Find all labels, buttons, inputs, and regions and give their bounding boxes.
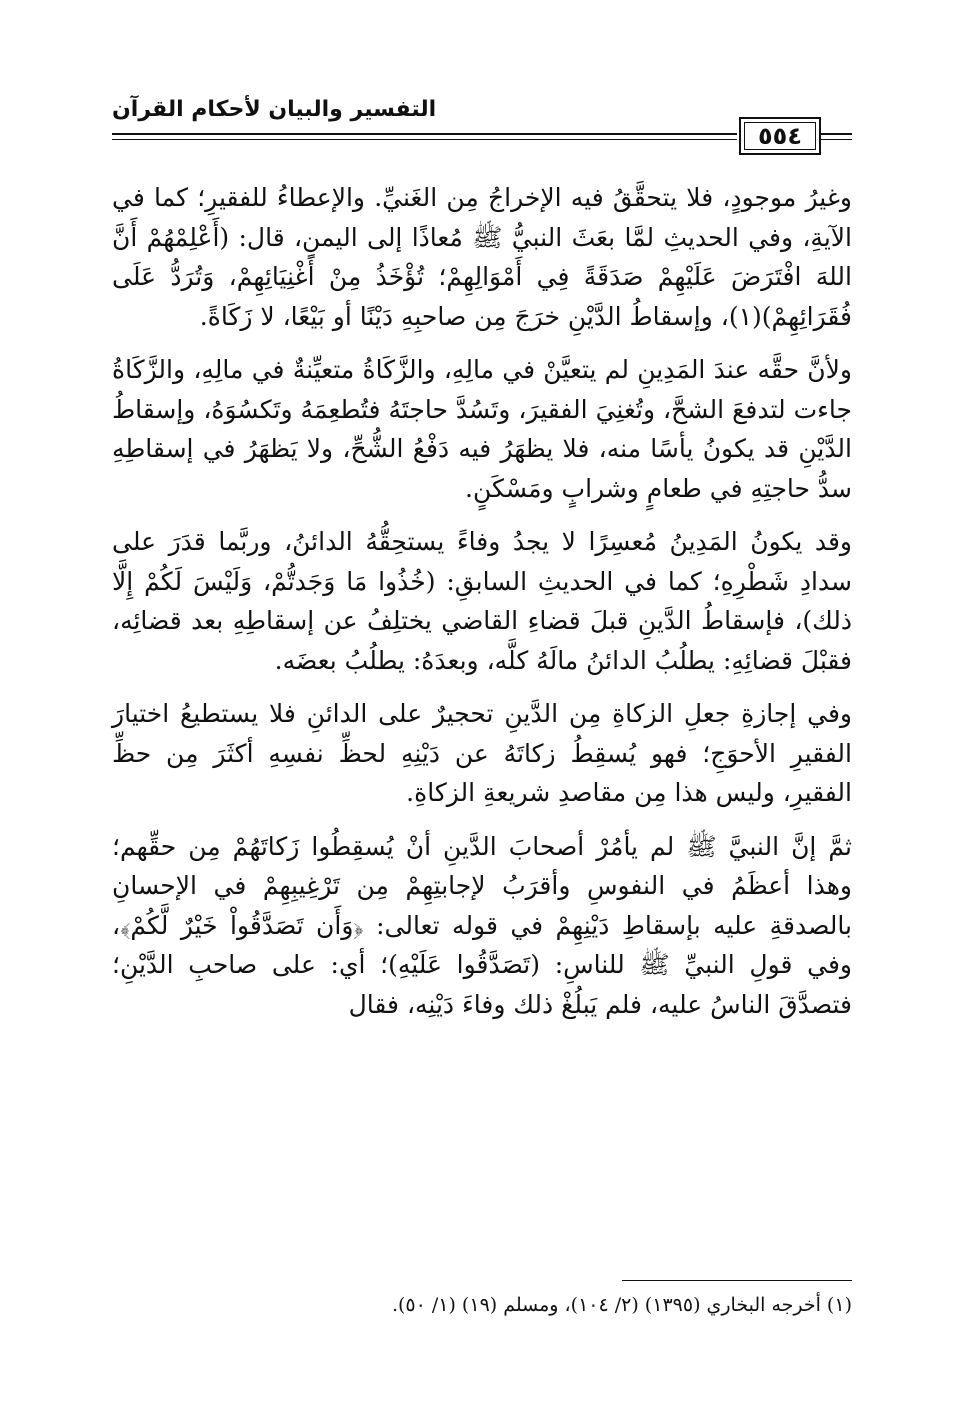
paragraph: وفي إجازةِ جعلِ الزكاةِ مِن الدَّينِ تحجيرٌ على الدائنِ فلا يستطيعُ اختيارَ الفقيرِ الأحوَجِ؛ فهو يُسقِطُ زكاتَهُ عن دَيْنِهِ لحظِّ نفسِهِ أكثَرَ مِن حظِّ الفقيرِ، وليس هذا مِن مقاصدِ شريعةِ الزكاةِ. — [112, 699, 852, 807]
running-title: التفسير والبيان لأحكام القرآن — [112, 97, 437, 122]
paragraph: ثمَّ إنَّ النبيَّ ﷺ لم يأمُرْ أصحابَ الدَّينِ أنْ يُسقِطُوا زَكاتَهُمْ مِن حقِّهم؛ وهذا أعظَمُ في النفوسِ وأقرَبُ لإجابتِهِمْ مِن تَرْغِيبِهِمْ في الإحسانِ بالصدقةِ عليه بإسقاطِ دَيْنِهِمْ في قوله تعالى: ﴿وَأَن تَصَدَّقُواْ خَيْرٌ لَّكُمْ﴾، وفي قولِ النبيِّ ﷺ للناسِ: (تَصَدَّقُوا عَلَيْهِ)؛ أي: على صاحبِ الدَّيْنِ؛ فتصدَّقَ الناسُ عليه، فلم يَبلُغْ ذلك وفاءَ دَيْنِه، فقال — [112, 831, 852, 1019]
page-number: ٥٥٤ — [739, 117, 821, 155]
header-rule-left — [112, 133, 737, 135]
main-text — [112, 178, 852, 1038]
footnote: (١) أخرجه البخاري (١٣٩٥) (٢/ ١٠٤)، ومسلم (١٩) (١/ ٥٠). — [391, 1294, 852, 1316]
page-header — [112, 95, 852, 165]
header-rule-left-thin — [112, 139, 737, 140]
header-rule-right-thin — [819, 139, 852, 140]
paragraph: وقد يكونُ المَدِينُ مُعسِرًا لا يجدُ وفاءً يستحِقُّهُ الدائنُ، وربَّما قدَرَ على سدادِ شَطْرِهِ؛ كما في الحديثِ السابقِ: (خُذُوا مَا وَجَدتُّمْ، وَلَيْسَ لَكُمْ إِلَّا ذلك)، فإسقاطُ الدَّينِ قبلَ قضاءِ القاضي يختلِفُ عن إسقاطِهِ بعد قضائِه، فقبْلَ قضائِهِ: يطلُبُ الدائنُ مالَهُ كلَّه، وبعدَهُ: يطلُبُ بعضَه. — [112, 527, 852, 675]
header-rule-right — [819, 133, 852, 135]
footnote-separator — [622, 1280, 852, 1281]
paragraph: ولأنَّ حقَّه عندَ المَدِينِ لم يتعيَّنْ في مالِهِ، والزَّكَاةُ متعيِّنةٌ في مالِهِ، والزَّكَاةُ جاءت لتدفعَ الشحَّ، وتُغنِيَ الفقيرَ، وتَسُدَّ حاجتَهُ فتُطعِمَهُ وتَكسُوَهُ، وإسقاطُ الدَّيْنِ قد يكونُ يأسًا منه، فلا يظهَرُ فيه دَفْعُ الشُّحِّ، ولا يَظهَرُ في إسقاطِهِ سدُّ حاجتِهِ في طعامٍ وشرابٍ ومَسْكَنٍ. — [112, 355, 852, 503]
paragraph: وغيرُ موجودٍ، فلا يتحقَّقُ فيه الإخراجُ مِن الغَنيِّ. والإعطاءُ للفقيرِ؛ كما في الآيةِ، وفي الحديثِ لمَّا بعَثَ النبيُّ ﷺ مُعاذًا إلى اليمنِ، قال: (أَعْلِمْهُمْ أَنَّ اللهَ افْتَرَضَ عَلَيْهِمْ صَدَقَةً فِي أَمْوَالِهِمْ؛ تُؤْخَذُ مِنْ أَغْنِيَائِهِمْ، وَتُرَدُّ عَلَى فُقَرَائِهِمْ)(١)، وإسقاطُ الدَّيْنِ خرَجَ مِن صاحبِهِ دَيْنًا أو بَيْعًا، لا زَكَاةً. — [112, 183, 852, 331]
